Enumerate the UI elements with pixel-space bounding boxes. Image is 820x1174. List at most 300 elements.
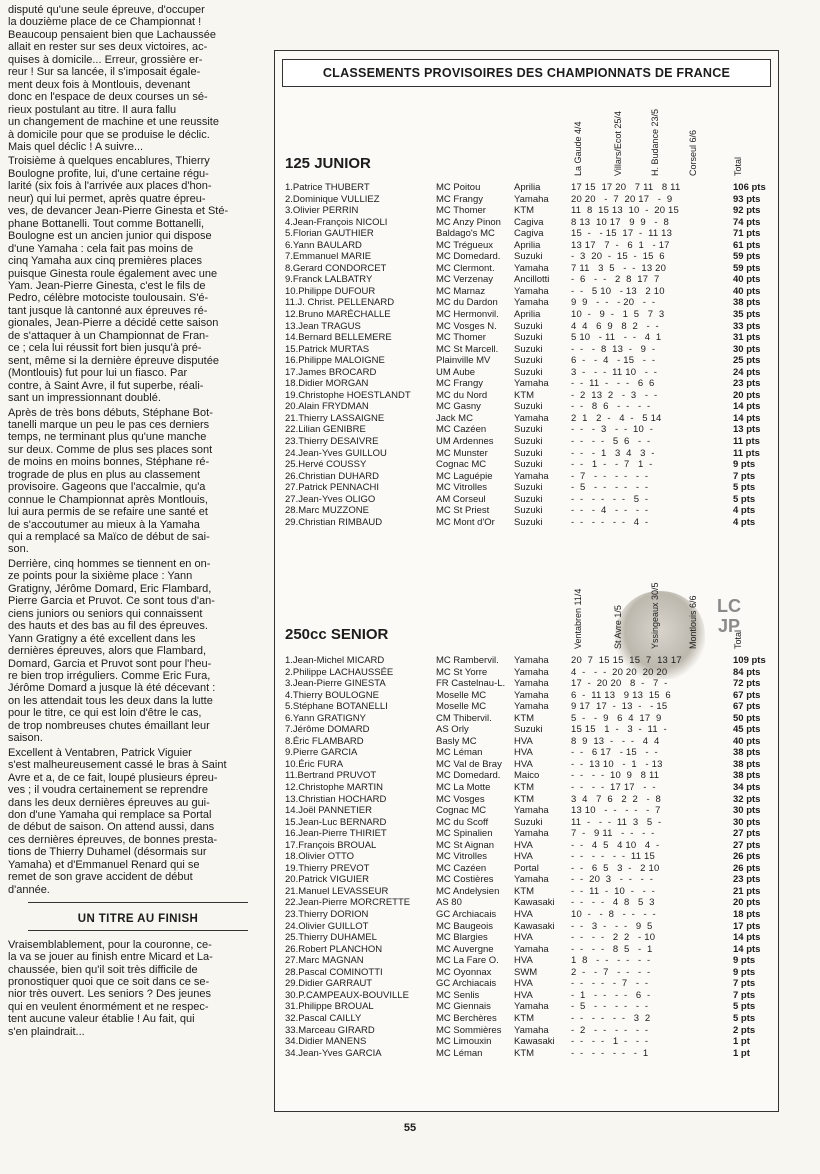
motorcycle: KTM (514, 205, 535, 217)
rider-name: 27.Marc MAGNAN (285, 955, 364, 967)
club-name: MC Frangy (436, 193, 483, 205)
article-line: qui a remplacé sa Maïco de début de sai- (8, 531, 210, 544)
article-line: sent, même si la dernière épreuve disputée (8, 354, 219, 367)
article-line: donc en l'espace de deux courses un sé- (8, 91, 208, 104)
table-row (285, 217, 775, 229)
total-points: 23 pts (733, 378, 761, 390)
motorcycle: Yamaha (514, 297, 549, 309)
table-row (285, 863, 775, 875)
rider-name: 19.Thierry PREVOT (285, 862, 370, 874)
rider-name: 21.Manuel LEVASSEUR (285, 885, 389, 897)
article-line: ciens juniors ou seniors qui connaissent (8, 607, 203, 620)
club-name: CM Thibervil. (436, 712, 492, 724)
article-line: Yam. Jean-Pierre Ginesta, c'est le fils de (8, 279, 206, 292)
total-points: 14 pts (733, 401, 761, 413)
rider-name: 8.Gerard CONDORCET (285, 262, 387, 274)
motorcycle: Maico (514, 770, 540, 782)
rider-name: 14.Bernard BELLEMERE (285, 332, 392, 344)
club-name: MC Thomer (436, 332, 486, 344)
total-points: 67 pts (733, 701, 761, 713)
article-line: ces dernières épreuves, de bonnes presta- (8, 833, 218, 846)
total-points: 34 pts (733, 782, 761, 794)
divider (28, 902, 248, 903)
rider-name: 16.Jean-Pierre THIRIET (285, 828, 387, 840)
motorcycle: KTM (514, 1012, 535, 1024)
total-points: 20 pts (733, 897, 761, 909)
race-points: 17 15 17 20 7 11 8 11 (571, 182, 681, 193)
club-name: Jack MC (436, 412, 473, 424)
race-points: 3 4 7 6 2 2 - 8 (571, 793, 662, 805)
motorcycle: Yamaha (514, 655, 549, 666)
motorcycle: HVA (514, 839, 533, 851)
article-line: temps, ne terminant plus qu'une manche (8, 431, 207, 444)
table-row (285, 967, 775, 979)
article-line: cinq Yamaha aux cinq premières places (8, 255, 203, 268)
total-points: 45 pts (733, 724, 761, 736)
table-row (285, 297, 775, 309)
club-name: MC Spinalien (436, 828, 493, 840)
article-line: Pedro, célèbre motociste toulousain. S'é- (8, 292, 209, 305)
race-points: 4 - - - 20 20 20 20 (571, 666, 668, 678)
race-points: 10 - - 8 - - - - (571, 909, 656, 921)
motorcycle: HVA (514, 978, 533, 990)
motorcycle: Suzuki (514, 332, 543, 344)
rider-name: 6.Yann GRATIGNY (285, 712, 366, 724)
club-name: Baldago's MC (436, 228, 495, 240)
club-name: AM Corseul (436, 493, 486, 505)
race-points: - - 4 5 4 10 4 - (571, 839, 660, 851)
rider-name: 7.Emmanuel MARIE (285, 251, 372, 263)
rider-name: 19.Christophe HOESTLANDT (285, 389, 411, 401)
total-points: 38 pts (733, 770, 761, 782)
race-points: 3 - - - 11 10 - - (571, 366, 658, 378)
table-row (285, 770, 775, 782)
motorcycle: Portal (514, 862, 539, 874)
motorcycle: Yamaha (514, 470, 549, 482)
motorcycle: KTM (514, 1047, 535, 1059)
rider-name: 10.Éric FURA (285, 758, 344, 770)
race-points: 13 10 - - - - - 7 (571, 805, 661, 817)
motorcycle: Suzuki (514, 482, 543, 494)
article-line: de s'accoutumer au mieux à la Yamaha (8, 518, 200, 531)
motorcycle: KTM (514, 793, 535, 805)
table-row (285, 1013, 775, 1025)
club-name: MC St Yorre (436, 666, 488, 678)
article-line: Pierre Garcia et Pruvot. Ce sont tous d'an- (8, 595, 215, 608)
table-row (285, 944, 775, 956)
total-points: 84 pts (733, 666, 761, 678)
article-line: de moins en moins bonnes, Stéphane ré- (8, 456, 210, 469)
club-name: MC Vitrolles (436, 482, 488, 494)
motorcycle: Ancillotti (514, 274, 550, 286)
article-line: (Montlouis) fut pour lui un fiasco. Par (8, 367, 188, 380)
club-name: MC Léman (436, 747, 483, 759)
club-name: Basly MC (436, 735, 477, 747)
rider-name: 3.Olivier PERRIN (285, 205, 359, 217)
motorcycle: Suzuki (514, 447, 543, 459)
club-name: GC Archiacais (436, 978, 497, 990)
table-row (285, 448, 775, 460)
table-row (285, 759, 775, 771)
table-row (285, 286, 775, 298)
article-line: tant jusque là cantonné aux épreuves ré- (8, 304, 208, 317)
table-row (285, 413, 775, 425)
junior-column-header: H. Budance 23/5 (650, 108, 660, 176)
motorcycle: Suzuki (514, 251, 543, 263)
rider-name: 34.Jean-Yves GARCIA (285, 1047, 382, 1059)
article-line: pronostiquer quoi que ce soit dans ce se- (8, 975, 210, 988)
race-points: 10 - 9 - 1 5 7 3 (571, 309, 665, 321)
motorcycle: SWM (514, 966, 538, 978)
club-name: Moselle MC (436, 689, 487, 701)
motorcycle: Yamaha (514, 1024, 549, 1036)
motorcycle: HVA (514, 932, 533, 944)
table-row (285, 332, 775, 344)
total-points: 4 pts (733, 505, 756, 517)
article-line: un changement de machine et une reussite (8, 116, 219, 129)
motorcycle: Aprilia (514, 239, 541, 251)
table-row (285, 897, 775, 909)
total-points: 7 pts (733, 978, 756, 990)
rider-name: 22.Lilian GENIBRE (285, 424, 366, 436)
senior-section-title: 250cc SENIOR (285, 626, 389, 643)
rider-name: 20.Alain FRYDMAN (285, 401, 369, 413)
race-points: - - - - 5 6 - - (571, 436, 651, 448)
junior-column-header: Total (733, 156, 743, 176)
total-points: 27 pts (733, 839, 761, 851)
total-points: 4 pts (733, 516, 756, 528)
total-points: 25 pts (733, 355, 761, 367)
motorcycle: Cagiva (514, 216, 544, 228)
article-line: d'année. (8, 883, 50, 896)
article-paragraph-6 (8, 939, 268, 1039)
article-line: Après de très bons débuts, Stéphane Bot- (8, 406, 213, 419)
standings-box (274, 50, 779, 1112)
article-line: sur deux. Comme de plus ses places sont (8, 443, 213, 456)
rider-name: 13.Jean TRAGUS (285, 320, 361, 332)
rider-name: 10.Philippe DUFOUR (285, 285, 376, 297)
article-line: tent aucune valeur établie ! Au fait, qui (8, 1013, 195, 1026)
race-points: - 2 - - - - - - (571, 1024, 649, 1036)
article-line: rieux postulant au titre. Il aura fallu (8, 103, 177, 116)
motorcycle: Yamaha (514, 805, 549, 817)
total-points: 106 pts (733, 182, 766, 193)
rider-name: 14.Joël PANNETIER (285, 805, 372, 817)
total-points: 23 pts (733, 874, 761, 886)
article-paragraph-4 (8, 558, 268, 745)
rider-name: 1.Patrice THUBERT (285, 182, 370, 193)
motorcycle: Suzuki (514, 355, 543, 367)
rider-name: 28.Pascal COMINOTTI (285, 966, 383, 978)
table-row (285, 782, 775, 794)
race-points: - - - - 17 17 - - (571, 782, 656, 794)
article-line: Gratigny, Jérôme Domard, Eric Flambard, (8, 582, 212, 595)
motorcycle: Suzuki (514, 816, 543, 828)
table-row (285, 1048, 775, 1060)
article-line: phane Bottanelli. Tout comme Bottanelli, (8, 217, 205, 230)
total-points: 38 pts (733, 297, 761, 309)
rider-name: 15.Jean-Luc BERNARD (285, 816, 387, 828)
article-line: connue le Championnat après Montlouis, (8, 493, 208, 506)
senior-column-header: St Avre 1/5 (613, 605, 623, 649)
article-line: des hauts et des bas au fil des épreuves. (8, 620, 208, 633)
table-row (285, 851, 775, 863)
club-name: MC Berchères (436, 1012, 497, 1024)
article-line: Vraisemblablement, pour la couronne, ce- (8, 938, 212, 951)
club-name: MC du Nord (436, 389, 488, 401)
junior-column-header: Corseul 6/6 (688, 129, 698, 176)
table-row (285, 1025, 775, 1037)
article-line: trograde de plus en plus au classement (8, 468, 201, 481)
total-points: 72 pts (733, 678, 761, 690)
club-name: MC Val de Bray (436, 758, 502, 770)
rider-name: 8.Éric FLAMBARD (285, 735, 364, 747)
race-points: - - - 4 - - - - (571, 505, 649, 517)
senior-column-header: Yssingeaux 30/5 (650, 582, 660, 649)
rider-name: 12.Bruno MARÉCHALLE (285, 309, 391, 321)
race-points: - - - - 4 8 5 3 (571, 897, 655, 909)
article-line: Beaucoup pensaient bien que Lachaussée (8, 28, 216, 41)
article-line: sant un impressionnant doublé. (8, 392, 161, 405)
article-line: ves, de devancer Jean-Pierre Ginesta et Sté- (8, 205, 229, 218)
club-name: MC Senlis (436, 989, 480, 1001)
rider-name: 13.Christian HOCHARD (285, 793, 387, 805)
table-row (285, 736, 775, 748)
race-points: - 5 - - - - - - (571, 482, 649, 494)
rider-name: 33.Marceau GIRARD (285, 1024, 375, 1036)
club-name: UM Aube (436, 366, 476, 378)
club-name: MC Cazéen (436, 424, 487, 436)
race-points: - - 6 17 - 15 - - (571, 747, 658, 759)
rider-name: 17.James BROCARD (285, 366, 377, 378)
article-line: la douzième place de ce Championnat ! (8, 16, 202, 29)
club-name: MC Léman (436, 1047, 483, 1059)
motorcycle: Suzuki (514, 724, 543, 736)
rider-name: 18.Olivier OTTO (285, 851, 354, 863)
race-points: - - - - - - 11 15 (571, 851, 656, 863)
rider-name: 20.Patrick VIGUIER (285, 874, 369, 886)
total-points: 40 pts (733, 735, 761, 747)
motorcycle: Yamaha (514, 193, 549, 205)
total-points: 74 pts (733, 216, 761, 228)
table-row (285, 321, 775, 333)
motorcycle: Aprilia (514, 309, 541, 321)
rider-name: 3.Jean-Pierre GINESTA (285, 678, 386, 690)
table-row (285, 805, 775, 817)
article-line: Derrière, cinq hommes se tiennent en on- (8, 557, 211, 570)
article-line: à domicile pour que se produise le déclic. (8, 128, 210, 141)
race-points: 13 17 7 - 6 1 - 17 (571, 239, 670, 251)
article-line: provisoire. Gageons que l'accalmie, qu'a (8, 481, 206, 494)
total-points: 67 pts (733, 689, 761, 701)
article-paragraph-3 (8, 407, 268, 556)
table-row (285, 955, 775, 967)
article-line: de début de saison. On attend aussi, dans (8, 821, 215, 834)
total-points: 38 pts (733, 758, 761, 770)
article-line: son. (8, 543, 29, 556)
table-row (285, 690, 775, 702)
total-points: 2 pts (733, 1024, 756, 1036)
article-line: reur ! Sur sa lancée, il s'imposait égale- (8, 66, 201, 79)
motorcycle: Kawasaki (514, 920, 555, 932)
race-points: - 5 - - - - - - (571, 1001, 649, 1013)
race-points: - - - - - - 3 2 (571, 1012, 651, 1024)
race-points: 6 - - 4 - 15 - - (571, 355, 656, 367)
motorcycle: Kawasaki (514, 1036, 555, 1048)
race-points: 7 11 3 5 - - 13 20 (571, 262, 667, 274)
rider-name: 27.Patrick PENNACHI (285, 482, 379, 494)
article-line: de s'attaquer à un Championnat de Fran- (8, 329, 209, 342)
table-row (285, 505, 775, 517)
article-line: disputé qu'une seule épreuve, d'occuper (8, 4, 205, 16)
club-name: MC St Aignan (436, 839, 495, 851)
table-row (285, 1036, 775, 1048)
total-points: 61 pts (733, 239, 761, 251)
table-row (285, 344, 775, 356)
club-name: MC Cazéen (436, 862, 487, 874)
club-name: MC Marnaz (436, 285, 486, 297)
rider-name: 5.Florian GAUTHIER (285, 228, 374, 240)
club-name: AS 80 (436, 897, 462, 909)
total-points: 9 pts (733, 459, 756, 471)
table-row (285, 874, 775, 886)
club-name: MC Giennais (436, 1001, 491, 1013)
table-row (285, 459, 775, 471)
junior-section-title: 125 JUNIOR (285, 155, 371, 172)
motorcycle: Yamaha (514, 262, 549, 274)
article-line: chaussée, bien qu'il soit très difficile de (8, 963, 198, 976)
club-name: MC St Marcell. (436, 343, 499, 355)
table-row (285, 724, 775, 736)
club-name: MC Munster (436, 447, 488, 459)
table-row (285, 240, 775, 252)
total-points: 24 pts (733, 366, 761, 378)
rider-name: 6.Yann BAULARD (285, 239, 362, 251)
club-name: Moselle MC (436, 701, 487, 713)
table-row (285, 355, 775, 367)
total-points: 9 pts (733, 955, 756, 967)
club-name: GC Archiacais (436, 909, 497, 921)
race-points: 8 9 13 - - - 4 4 (571, 735, 660, 747)
club-name: MC Rambervil. (436, 655, 499, 666)
club-name: MC du Dardon (436, 297, 498, 309)
rider-name: 30.P.CAMPEAUX-BOUVILLE (285, 989, 409, 1001)
rider-name: 23.Thierry DORION (285, 909, 369, 921)
total-points: 30 pts (733, 805, 761, 817)
club-name: MC Costières (436, 874, 494, 886)
article-line: Avre et a, de ce fait, loupé plusieurs épreu- (8, 771, 218, 784)
article-paragraph-5 (8, 747, 268, 896)
table-row (285, 655, 775, 667)
senior-column-header: Total (733, 629, 743, 649)
table-row (285, 263, 775, 275)
club-name: FR Castelnau-L. (436, 678, 506, 690)
total-points: 26 pts (733, 851, 761, 863)
rider-name: 9.Franck LALBATRY (285, 274, 373, 286)
article-line: Boulogne profite, lui, d'une certaine régu- (8, 167, 209, 180)
motorcycle: KTM (514, 389, 535, 401)
total-points: 59 pts (733, 251, 761, 263)
race-points: - 7 - - - - - - (571, 470, 649, 482)
table-row (285, 932, 775, 944)
table-row (285, 840, 775, 852)
total-points: 59 pts (733, 262, 761, 274)
table-row (285, 471, 775, 483)
motorcycle: Yamaha (514, 678, 549, 690)
race-points: 6 - 11 13 9 13 15 6 (571, 689, 671, 701)
motorcycle: Yamaha (514, 666, 549, 678)
club-name: MC Thomer (436, 205, 486, 217)
race-points: - - - - 2 2 - 10 (571, 932, 656, 944)
total-points: 11 pts (733, 447, 760, 459)
total-points: 7 pts (733, 470, 756, 482)
total-points: 109 pts (733, 655, 766, 666)
race-points: 2 - - 7 - - - - (571, 966, 651, 978)
total-points: 40 pts (733, 285, 761, 297)
article-line: qui en veulent énormément et ne respec- (8, 1000, 209, 1013)
race-points: - - - - - - 4 - (571, 516, 649, 528)
table-row (285, 390, 775, 402)
article-line: contre, à Saint Avre, il fut superbe, réali- (8, 379, 204, 392)
rider-name: 24.Olivier GUILLOT (285, 920, 369, 932)
rider-name: 26.Robert PLANCHON (285, 943, 383, 955)
article-line: tions de Thierry Duhamel (désormais sur (8, 846, 207, 859)
rider-name: 5.Stéphane BOTANELLI (285, 701, 388, 713)
race-points: - - - 3 - - 10 - (571, 424, 654, 436)
article-line: neur) qui lui permet, après quatre épreu- (8, 192, 206, 205)
motorcycle: HVA (514, 747, 533, 759)
motorcycle: Suzuki (514, 366, 543, 378)
article-line: puisque Ginesta roule également avec une (8, 267, 218, 280)
article-line: gionales, Jean-Pierre a décidé cette saison (8, 317, 219, 330)
club-name: MC Frangy (436, 378, 483, 390)
article-line: ves ; il voudra certainement se reprendre (8, 784, 208, 797)
total-points: 30 pts (733, 343, 761, 355)
rider-name: 25.Hervé COUSSY (285, 459, 367, 471)
motorcycle: Yamaha (514, 701, 549, 713)
race-points: - - 5 10 - 13 2 10 (571, 285, 665, 297)
rider-name: 17.François BROUAL (285, 839, 377, 851)
total-points: 1 pt (733, 1047, 750, 1059)
article-line: saison. (8, 732, 43, 745)
junior-standings-table (285, 182, 775, 528)
rider-name: 25.Thierry DUHAMEL (285, 932, 377, 944)
table-row (285, 367, 775, 379)
race-points: - - - - 1 - - - (571, 1036, 649, 1048)
motorcycle: Yamaha (514, 412, 549, 424)
table-row (285, 205, 775, 217)
rider-name: 29.Christian RIMBAUD (285, 516, 383, 528)
table-row (285, 228, 775, 240)
page-number: 55 (403, 1122, 417, 1134)
rider-name: 27.Jean-Yves OLIGO (285, 493, 376, 505)
article-line: don d'une Yamaha qui remplace sa Portal (8, 809, 212, 821)
rider-name: 24.Jean-Yves GUILLOU (285, 447, 387, 459)
article-paragraph-2 (8, 155, 268, 404)
race-points: 15 - - 15 17 - 11 13 (571, 228, 673, 240)
article-line: remet de son grave accident de début (8, 871, 193, 884)
rider-name: 15.Patrick MURTAS (285, 343, 370, 355)
club-name: MC Limouxin (436, 1036, 492, 1048)
club-name: MC Blargies (436, 932, 488, 944)
table-row (285, 667, 775, 679)
club-name: MC La Motte (436, 782, 491, 794)
race-points: - - 8 6 - - - - (571, 401, 651, 413)
total-points: 38 pts (733, 747, 761, 759)
table-row (285, 194, 775, 206)
rider-name: 11.J. Christ. PELLENARD (285, 297, 395, 309)
total-points: 92 pts (733, 205, 761, 217)
